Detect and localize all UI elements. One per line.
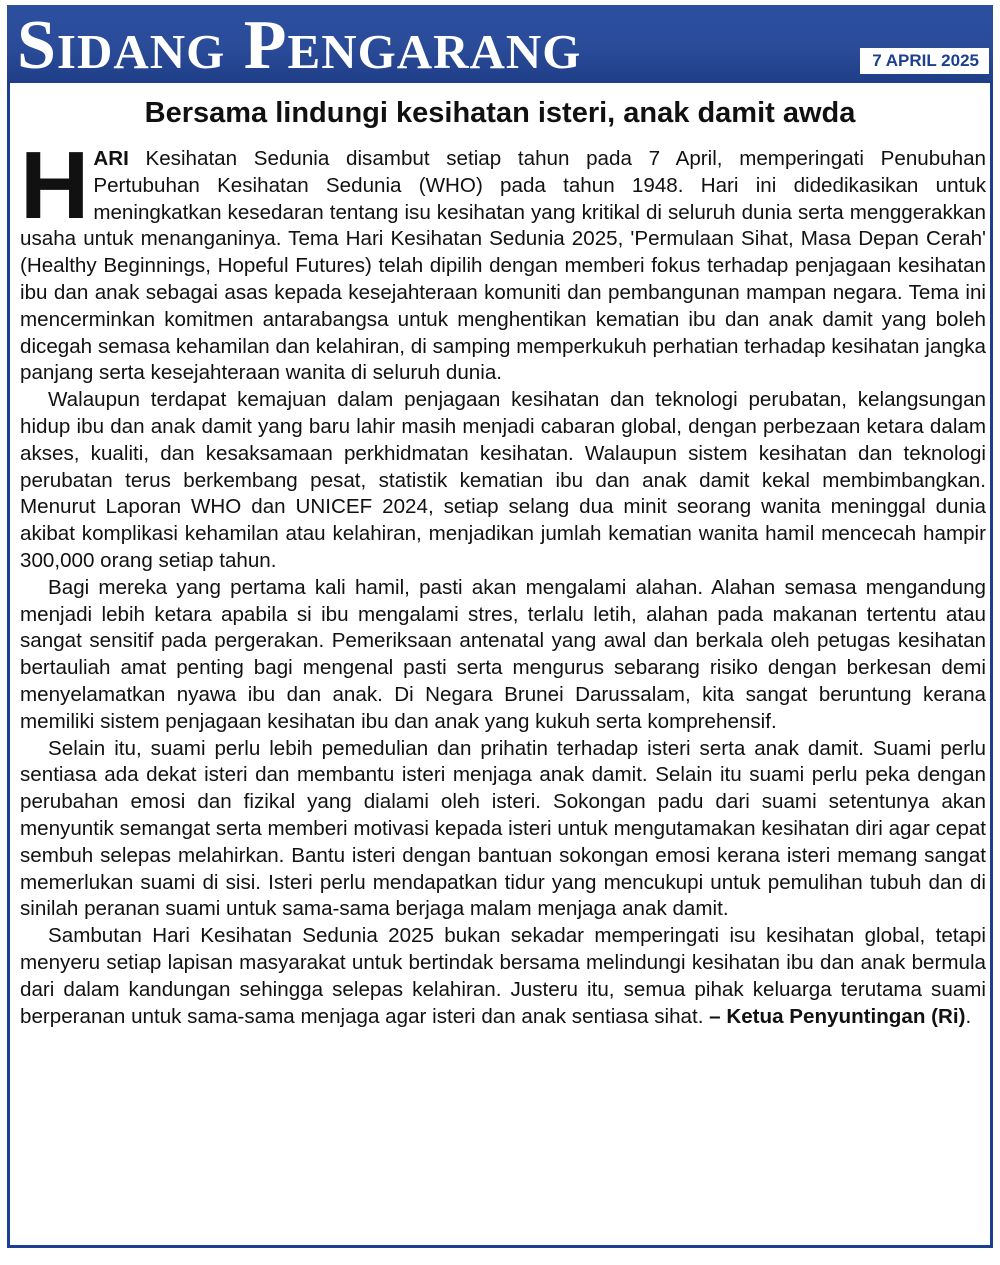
editorial-body	[20, 132, 986, 1030]
author-signature: – Ketua Penyuntingan (Ri)	[709, 1004, 966, 1028]
paragraph-4: Selain itu, suami perlu lebih pemedulian dan prihatin terhadap isteri serta anak damit. Suami perlu sentiasa ada dekat isteri dan membantu isteri menjaga anak damit. Selain itu suami perlu peka dengan perubahan emosi dan fizikal yang dialami oleh isteri. Sokongan padu dari suami setentunya akan menyuntik semangat serta memberi motivasi kepada isteri untuk mengutamakan kesihatan diri agar cepat sembuh selepas melahirkan. Bantu isteri dengan bantuan sokongan emosi kerana isteri memang sangat memerlukan suami di sisi. Isteri perlu mendapatkan tidur yang mencukupi untuk pemulihan tubuh dan di sinilah peranan suami untuk sama-sama berjaga malam menjaga anak damit.	[20, 736, 986, 921]
paragraph-1	[20, 132, 986, 387]
paragraph-1-text: Kesihatan Sedunia disambut setiap tahun pada 7 April, memperingati Penubuhan Pertubuhan Kesihatan Sedunia (WHO) pada tahun 1948. Hari ini didedikasikan untuk meningkatkan kesedaran tentang isu kesihatan yang kritikal di seluruh dunia serta menggerakkan usaha untuk menanganinya. Tema Hari Kesihatan Sedunia 2025, 'Permulaan Sihat, Masa Depan Cerah' (Healthy Beginnings, Hopeful Futures) telah dipilih dengan memberi fokus terhadap penjagaan kesihatan ibu dan anak sebagai asas kepada kesejahteraan komuniti dan pembangunan mampan negara. Tema ini mencerminkan komitmen antarabangsa untuk menghentikan kematian ibu dan anak damit yang boleh dicegah semasa kehamilan dan kelahiran, di samping memperkukuh perhatian terhadap kesihatan jangka panjang serta kesejahteraan wanita di seluruh dunia.	[20, 147, 986, 385]
lead-in: ARI	[93, 147, 129, 170]
editorial-headline: Bersama lindungi kesihatan isteri, anak damit awda	[144, 97, 856, 129]
paragraph-2: Walaupun terdapat kemajuan dalam penjagaan kesihatan dan teknologi perubatan, kelangsungan hidup ibu dan anak damit yang baru lahir masih menjadi cabaran global, dengan perbezaan ketara dalam akses, kualiti, dan kesaksamaan perkhidmatan kesihatan. Walaupun sistem kesihatan dan teknologi perubatan terus berkembang pesat, statistik kematian ibu dan anak damit kekal membimbangkan. Menurut Laporan WHO dan UNICEF 2024, setiap selang dua minit seorang wanita meninggal dunia akibat komplikasi kehamilan atau kelahiran, menjadikan jumlah kematian wanita hamil mencecah hampir 300,000 orang setiap tahun.	[20, 388, 986, 572]
closing-period: .	[965, 1004, 972, 1028]
section-title: Sidang Pengarang	[17, 7, 582, 83]
paragraph-5-text: Sambutan Hari Kesihatan Sedunia 2025 bukan sekadar memperingati isu kesihatan global, tetapi menyeru setiap lapisan masyarakat untuk bertindak bersama melindungi kesihatan ibu dan anak bermula dari dalam kandungan sehingga selepas kelahiran. Justeru itu, semua pihak keluarga terutama suami berperanan untuk sama-sama menjaga agar isteri dan anak sentiasa sihat.	[20, 924, 986, 1028]
masthead	[7, 5, 993, 83]
paragraph-5	[20, 923, 986, 1030]
drop-cap: H	[20, 132, 90, 239]
paragraph-3: Bagi mereka yang pertama kali hamil, pasti akan mengalami alahan. Alahan semasa mengandung menjadi lebih ketara apabila si ibu mengalami stres, terlalu letih, alahan pada makanan tertentu atau sangat sensitif pada pergerakan. Pemeriksaan antenatal yang awal dan berkala oleh petugas kesihatan bertauliah amat penting bagi mengenal pasti serta mengurus sebarang risiko dengan berkesan demi menyelamatkan nyawa ibu dan anak. Di Negara Brunei Darussalam, kita sangat beruntung kerana memiliki sistem penjagaan kesihatan ibu dan anak yang kukuh serta komprehensif.	[20, 575, 986, 733]
publication-date: 7 APRIL 2025	[860, 48, 989, 74]
